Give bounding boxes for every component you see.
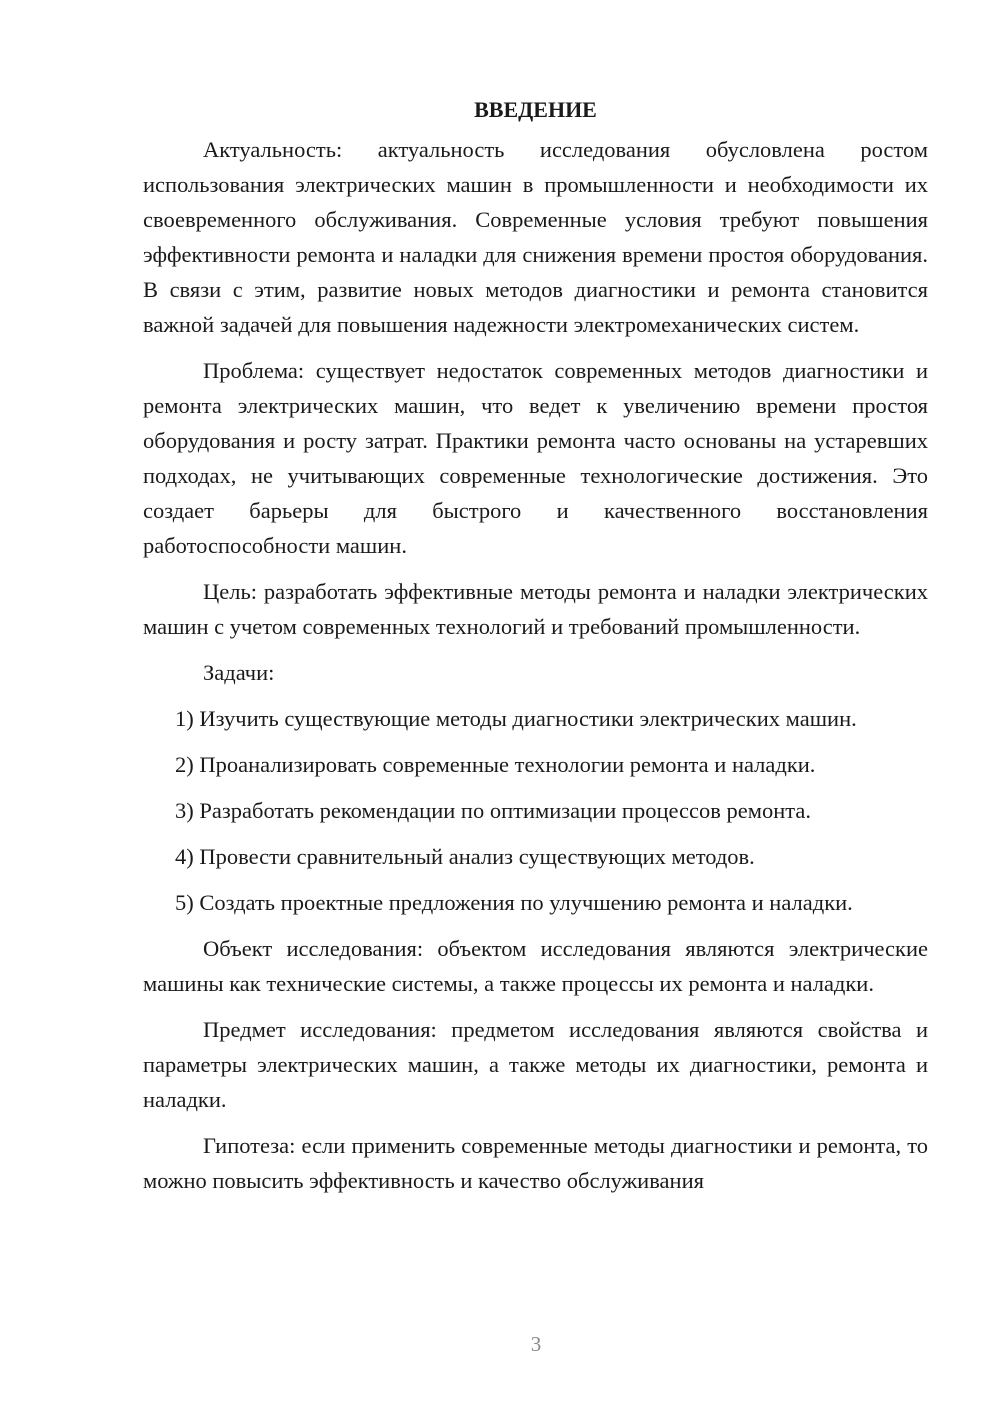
paragraph-goal: Цель: разработать эффективные методы ремонта и наладки электрических машин с учетом современных технологий и требований промышленности. [143,579,928,639]
list-item: 1) Изучить существующие методы диагностики электрических машин. [175,706,857,731]
paragraph-hypothesis: Гипотеза: если применить современные методы диагностики и ремонта, то можно повысить эффективность и качество обслуживания [143,1133,928,1193]
tasks-list [143,701,928,920]
paragraph-object: Объект исследования: объектом исследования являются электрические машины как технические системы, а также процессы их ремонта и наладки. [143,936,928,996]
paragraph-problem: Проблема: существует недостаток современных методов диагностики и ремонта электрических машин, что ведет к увеличению времени простоя оборудования и росту затрат. Практики ремонта часто основаны на устаревших подходах, не учитывающих современные технологические достижения. Это создает барьеры для быстрого и качественного восстановления работоспособности машин. [143,358,928,558]
list-item: 2) Проанализировать современные технологии ремонта и наладки. [175,752,816,777]
paragraph-relevance: Актуальность: актуальность исследования обусловлена ростом использования электрических машин в промышленности и необходимости их своевременного обслуживания. Современные условия требуют повышения эффективности ремонта и наладки для снижения времени простоя оборудования. В связи с этим, развитие новых методов диагностики и ремонта становится важной задачей для повышения надежности электромеханических систем. [143,137,928,337]
document-page [143,92,928,1209]
list-item: 5) Создать проектные предложения по улучшению ремонта и наладки. [175,890,853,915]
page-title: ВВЕДЕНИЕ [474,97,597,122]
list-item: 4) Провести сравнительный анализ существующих методов. [175,844,755,869]
list-item: 3) Разработать рекомендации по оптимизации процессов ремонта. [175,798,811,823]
tasks-label: Задачи: [203,660,275,685]
paragraph-subject: Предмет исследования: предметом исследования являются свойства и параметры электрических машин, а также методы их диагностики, ремонта и наладки. [143,1017,928,1112]
page-number: 3 [530,1332,542,1356]
